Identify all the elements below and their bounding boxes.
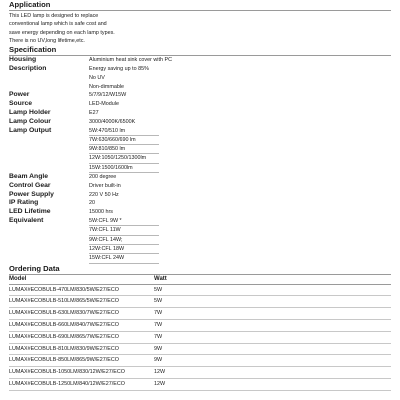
watt-cell: 5W [154,298,163,305]
spec-value: 3000/4000K/6500K [89,118,136,125]
application-line: This LED lamp is designed to replace [9,13,99,19]
ordering-header-row [9,275,391,285]
watt-cell: 7W [154,333,163,340]
spec-value: 12W:CFL 18W [89,245,159,254]
ordering-table [9,285,391,391]
spec-row [9,182,391,191]
spec-value: 200 degree [89,174,117,181]
spec-value: LED-Module [89,101,119,108]
model-cell: LUMAX#ECOBULB-470LM/830/5W/E27/ECO [9,286,119,293]
model-column-header: Model [9,275,27,282]
spec-label: LED Lifetime [9,208,51,216]
ordering-section [9,264,391,391]
model-cell: LUMAX#ECOBULB-1250LM/840/12W/E27/ECO [9,380,125,387]
spec-label: Power Supply [9,190,54,198]
spec-value: 5W:CFL 9W * [89,217,159,226]
table-row [9,285,391,297]
spec-row [9,109,391,118]
spec-values [89,118,391,127]
table-row [9,344,391,356]
spec-row [9,208,391,217]
model-cell: LUMAX#ECOBULB-630LM/830/7W/E27/ECO [9,310,119,317]
model-cell: LUMAX#ECOBULB-690LM/865/7W/E27/ECO [9,333,119,340]
table-row [9,296,391,308]
model-cell: LUMAX#ECOBULB-1050LM/830/12W/E27/ECO [9,369,125,376]
spec-values [89,217,391,263]
application-text [9,11,391,45]
spec-label: IP Rating [9,199,39,207]
spec-row [9,65,391,91]
specification-section [9,45,391,263]
application-section [9,0,391,45]
spec-values [89,208,391,217]
spec-value: 15W:1500/1600lm [89,164,159,173]
model-cell: LUMAX#ECOBULB-850LM/865/9W/E27/ECO [9,357,119,364]
spec-values [89,173,391,182]
watt-cell: 7W [154,310,163,317]
table-row [9,320,391,332]
spec-label: Source [9,100,33,108]
spec-label: Power [9,91,30,99]
spec-values [89,182,391,191]
spec-values [89,100,391,109]
application-line: conventional lamp which is safe cost and [9,21,107,28]
spec-row [9,127,391,173]
table-row [9,379,391,391]
spec-value: Energy saving up to 85% [89,65,149,72]
table-row [9,308,391,320]
spec-value: 15W:CFL 24W [89,254,159,263]
spec-label: Equivalent [9,217,44,225]
spec-value: 5/7/9/12/W15W [89,92,127,99]
spec-row [9,56,391,65]
spec-value: E27 [89,109,99,116]
watt-cell: 5W [154,286,163,293]
application-heading: Application [9,0,391,11]
spec-value: Driver built-in [89,182,121,189]
spec-row [9,91,391,100]
watt-cell: 12W [154,380,166,387]
spec-value: 7W:CFL 11W [89,226,159,235]
spec-value: 12W:1050/1250/1300lm [89,154,159,163]
spec-row [9,173,391,182]
spec-row [9,199,391,208]
model-cell: LUMAX#ECOBULB-510LM/865/5W/E27/ECO [9,298,119,305]
spec-value: 7W:630/660/690 lm [89,136,159,145]
spec-value: 15000 hrs [89,209,113,216]
spec-value: 9W:CFL 14W; [89,236,159,245]
watt-cell: 9W [154,357,163,364]
application-line: There is no UV,long lifetime,etc. [9,37,85,44]
spec-value: Non-dimmable [89,83,125,90]
watt-column-header: Watt [154,275,167,282]
watt-cell: 7W [154,321,163,328]
spec-row [9,217,391,263]
spec-values [89,65,391,91]
model-cell: LUMAX#ECOBULB-810LM/830/9W/E27/ECO [9,345,119,352]
ordering-heading: Ordering Data [9,264,391,275]
spec-values [89,56,391,65]
spec-label: Beam Angle [9,173,49,181]
table-row [9,332,391,344]
watt-cell: 12W [154,369,166,376]
spec-row [9,100,391,109]
spec-value: Aluminium heat sink cover with PC [89,57,172,64]
table-row [9,367,391,379]
table-row [9,355,391,367]
watt-cell: 9W [154,345,163,352]
spec-value: 9W:810/850 lm [89,145,159,154]
spec-value: 20 [89,200,95,207]
spec-value: 220 V 50 Hz [89,191,119,198]
spec-row [9,191,391,200]
spec-label: Lamp Output [9,126,52,134]
specification-table [9,56,391,263]
product-datasheet [9,0,391,391]
spec-row [9,118,391,127]
specification-heading: Specification [9,45,391,56]
spec-label: Lamp Colour [9,117,51,125]
spec-values [89,191,391,200]
spec-label: Housing [9,56,37,64]
spec-value: 5W:470/510 lm [89,127,159,136]
spec-values [89,127,391,173]
spec-label: Control Gear [9,181,51,189]
spec-values [89,199,391,208]
spec-values [89,91,391,100]
spec-label: Description [9,64,47,72]
spec-value: No UV [89,74,105,81]
application-line: save energy depending on each lamp types. [9,29,115,36]
spec-label: Lamp Holder [9,108,51,116]
spec-values [89,109,391,118]
model-cell: LUMAX#ECOBULB-660LM/840/7W/E27/ECO [9,321,119,328]
